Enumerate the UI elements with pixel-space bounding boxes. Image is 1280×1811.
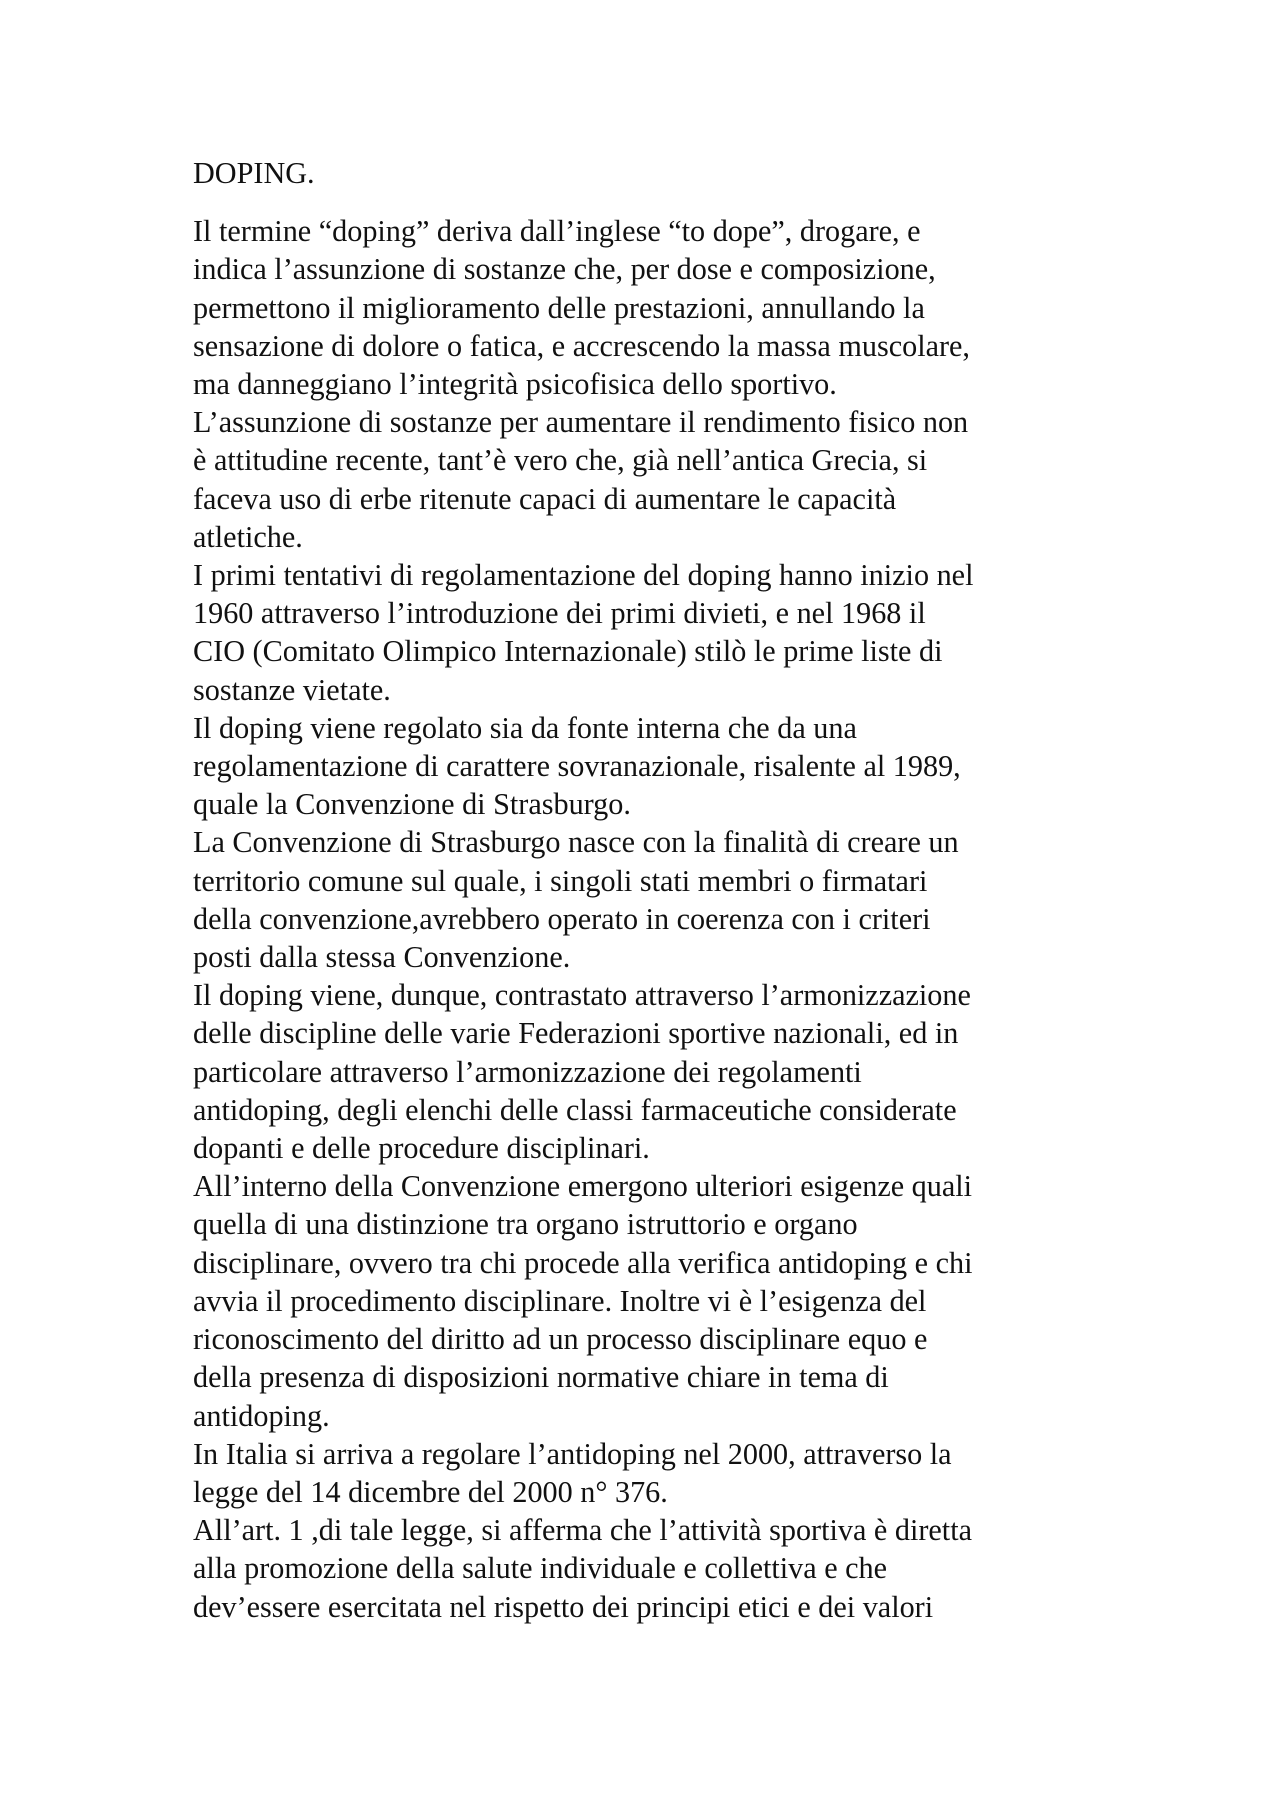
text-line: permettono il miglioramento delle prestazioni, annullando la	[193, 290, 925, 325]
text-line: posti dalla stessa Convenzione.	[193, 940, 571, 975]
text-line: faceva uso di erbe ritenute capaci di aumentare le capacità	[193, 481, 897, 516]
text-line: dev’essere esercitata nel rispetto dei principi etici e dei valori	[193, 1589, 934, 1624]
text-line: è attitudine recente, tant’è vero che, già nell’antica Grecia, si	[193, 443, 928, 478]
document-body	[193, 212, 1093, 1626]
text-line: All’interno della Convenzione emergono ulteriori esigenze quali	[193, 1169, 973, 1204]
text-line: particolare attraverso l’armonizzazione dei regolamenti	[193, 1054, 862, 1089]
text-line: riconoscimento del diritto ad un processo disciplinare equo e	[193, 1322, 928, 1357]
text-line: L’assunzione di sostanze per aumentare il rendimento fisico non	[193, 405, 969, 440]
text-line: La Convenzione di Strasburgo nasce con la finalità di creare un	[193, 825, 959, 860]
text-line: regolamentazione di carattere sovranazionale, risalente al 1989,	[193, 749, 961, 784]
text-line: antidoping.	[193, 1398, 330, 1433]
text-line: atletiche.	[193, 519, 303, 554]
text-line: sostanze vietate.	[193, 672, 391, 707]
text-line: avvia il procedimento disciplinare. Inoltre vi è l’esigenza del	[193, 1283, 927, 1318]
text-line: disciplinare, ovvero tra chi procede alla verifica antidoping e chi	[193, 1245, 973, 1280]
text-line: sensazione di dolore o fatica, e accrescendo la massa muscolare,	[193, 328, 970, 363]
text-line: indica l’assunzione di sostanze che, per dose e composizione,	[193, 252, 936, 287]
text-line: quella di una distinzione tra organo istruttorio e organo	[193, 1207, 858, 1242]
text-line: territorio comune sul quale, i singoli stati membri o firmatari	[193, 863, 928, 898]
text-line: I primi tentativi di regolamentazione del doping hanno inizio nel	[193, 558, 974, 593]
text-line: della convenzione,avrebbero operato in coerenza con i criteri	[193, 901, 931, 936]
text-line: Il doping viene regolato sia da fonte interna che da una	[193, 710, 857, 745]
text-line: alla promozione della salute individuale e collettiva e che	[193, 1551, 888, 1586]
text-line: antidoping, degli elenchi delle classi farmaceutiche considerate	[193, 1092, 957, 1127]
document-content	[193, 154, 1093, 1626]
text-line: All’art. 1 ,di tale legge, si afferma che l’attività sportiva è diretta	[193, 1513, 972, 1548]
text-line: 1960 attraverso l’introduzione dei primi divieti, e nel 1968 il	[193, 596, 926, 631]
text-line: della presenza di disposizioni normative chiare in tema di	[193, 1360, 889, 1395]
text-line: legge del 14 dicembre del 2000 n° 376.	[193, 1474, 668, 1509]
text-line: In Italia si arriva a regolare l’antidoping nel 2000, attraverso la	[193, 1436, 952, 1471]
document-title: DOPING.	[193, 156, 315, 190]
text-line: quale la Convenzione di Strasburgo.	[193, 787, 631, 822]
text-line: Il doping viene, dunque, contrastato attraverso l’armonizzazione	[193, 978, 971, 1013]
text-line: ma danneggiano l’integrità psicofisica dello sportivo.	[193, 367, 837, 402]
text-line: delle discipline delle varie Federazioni sportive nazionali, ed in	[193, 1016, 959, 1051]
text-line: CIO (Comitato Olimpico Internazionale) stilò le prime liste di	[193, 634, 943, 669]
text-line: Il termine “doping” deriva dall’inglese “to dope”, drogare, e	[193, 214, 921, 249]
text-line: dopanti e delle procedure disciplinari.	[193, 1131, 650, 1166]
